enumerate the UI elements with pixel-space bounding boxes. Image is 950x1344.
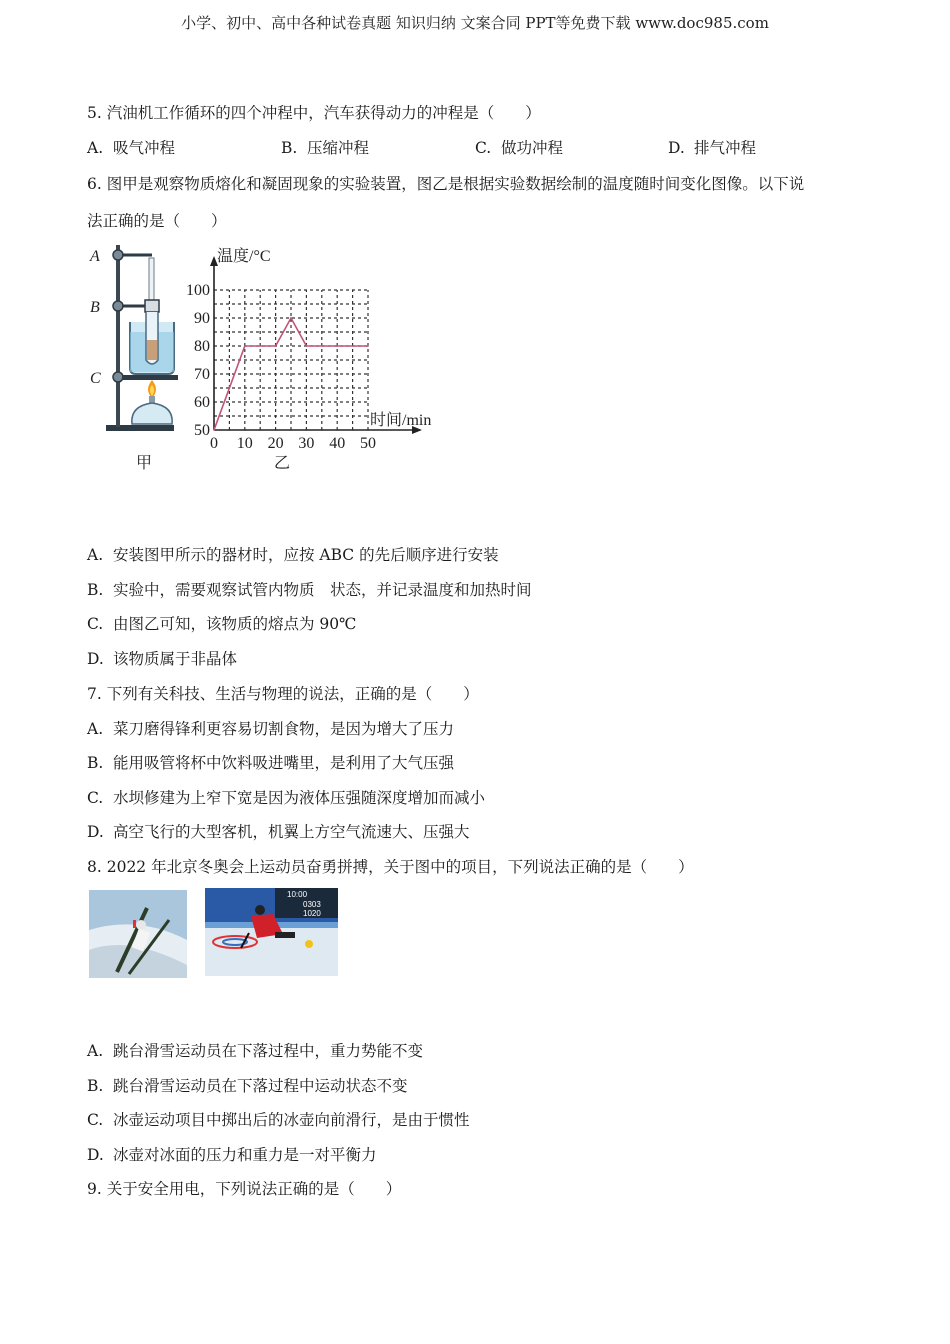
q5-option-b: B. 压缩冲程 <box>281 139 370 157</box>
scoreboard-line1: 10:00 <box>287 890 308 899</box>
x-axis-label: 时间/min <box>370 412 432 429</box>
question-7-stem: 7. 下列有关科技、生活与物理的说法，正确的是（ ） <box>87 685 479 703</box>
stand-rod <box>116 245 120 427</box>
clamp-b <box>113 301 123 311</box>
x-tick-label: 40 <box>329 435 346 452</box>
q5-option-c: C. 做功冲程 <box>475 139 564 157</box>
x-tick-label: 0 <box>210 435 218 452</box>
y-tick-label: 50 <box>194 422 210 439</box>
y-tick-label: 80 <box>194 338 210 355</box>
x-tick-label: 50 <box>360 435 376 452</box>
data-point <box>290 317 292 319</box>
y-tick-label: 100 <box>186 282 210 299</box>
alcohol-lamp <box>132 403 172 424</box>
clamp-a <box>113 250 123 260</box>
y-axis-label: 温度/°C <box>217 248 271 265</box>
page-header: 小学、初中、高中各种试卷真题 知识归纳 文案合同 PPT等免费下载 www.doc985.com <box>181 14 769 32</box>
scoreboard-line3: 1020 <box>303 909 321 918</box>
ski-jump-photo <box>89 890 187 978</box>
label-c: C <box>90 370 101 387</box>
data-point <box>244 345 246 347</box>
q8-option-a: A. 跳台滑雪运动员在下落过程中，重力势能不变 <box>87 1042 424 1060</box>
q5-option-d: D. 排气冲程 <box>668 139 757 157</box>
curling-photo <box>205 888 338 976</box>
caption-yi: 乙 <box>273 455 291 472</box>
q7-option-c: C. 水坝修建为上窄下宽是因为液体压强随深度增加而减小 <box>87 789 486 807</box>
question-8-stem: 8. 2022 年北京冬奥会上运动员奋勇拼搏，关于图中的项目，下列说法正确的是（ ） <box>87 858 694 876</box>
q6-option-b: B. 实验中，需要观察试管内物质 状态，并记录温度和加热时间 <box>87 581 532 599</box>
label-a: A <box>90 248 100 265</box>
caption-jia: 甲 <box>135 455 153 472</box>
q6-option-d: D. 该物质属于非晶体 <box>87 650 238 668</box>
q6-option-c: C. 由图乙可知，该物质的熔点为 90℃ <box>87 615 357 633</box>
y-tick-label: 90 <box>194 310 210 327</box>
gauze-ring <box>122 375 178 380</box>
x-tick-label: 10 <box>236 435 253 452</box>
y-tick-label: 70 <box>194 366 210 383</box>
chart-svg <box>180 240 450 475</box>
scoreboard-line2: 0303 <box>303 900 321 909</box>
data-point <box>367 345 369 347</box>
data-point <box>275 345 277 347</box>
question-9-stem: 9. 关于安全用电，下列说法正确的是（ ） <box>87 1180 402 1198</box>
q7-option-a: A. 菜刀磨得锋利更容易切割食物，是因为增大了压力 <box>87 720 455 738</box>
question-6-stem-line1: 6. 图甲是观察物质熔化和凝固现象的实验装置，图乙是根据实验数据绘制的温度随时间变化图像。以下说 <box>87 175 805 193</box>
label-b: B <box>90 299 100 316</box>
x-tick-label: 20 <box>267 435 284 452</box>
data-point <box>306 345 308 347</box>
data-point <box>213 429 215 431</box>
clamp-c <box>113 372 123 382</box>
q7-option-d: D. 高空飞行的大型客机，机翼上方空气流速大、压强大 <box>87 823 470 841</box>
q8-option-d: D. 冰壶对冰面的压力和重力是一对平衡力 <box>87 1146 377 1164</box>
x-tick-label: 30 <box>298 435 315 452</box>
question-6-stem-line2: 法正确的是（ ） <box>87 212 227 230</box>
q8-option-b: B. 跳台滑雪运动员在下落过程中运动状态不变 <box>87 1077 408 1095</box>
q6-option-a: A. 安装图甲所示的器材时，应按 ABC 的先后顺序进行安装 <box>87 546 499 564</box>
y-tick-label: 60 <box>194 394 210 411</box>
q8-option-c: C. 冰壶运动项目中掷出后的冰壶向前滑行，是由于惯性 <box>87 1111 470 1129</box>
q5-option-a: A. 吸气冲程 <box>87 139 176 157</box>
data-point <box>336 345 338 347</box>
question-5-stem: 5. 汽油机工作循环的四个冲程中，汽车获得动力的冲程是（ ） <box>87 104 541 122</box>
q7-option-b: B. 能用吸管将杯中饮料吸进嘴里，是利用了大气压强 <box>87 754 455 772</box>
temperature-chart <box>180 240 450 475</box>
